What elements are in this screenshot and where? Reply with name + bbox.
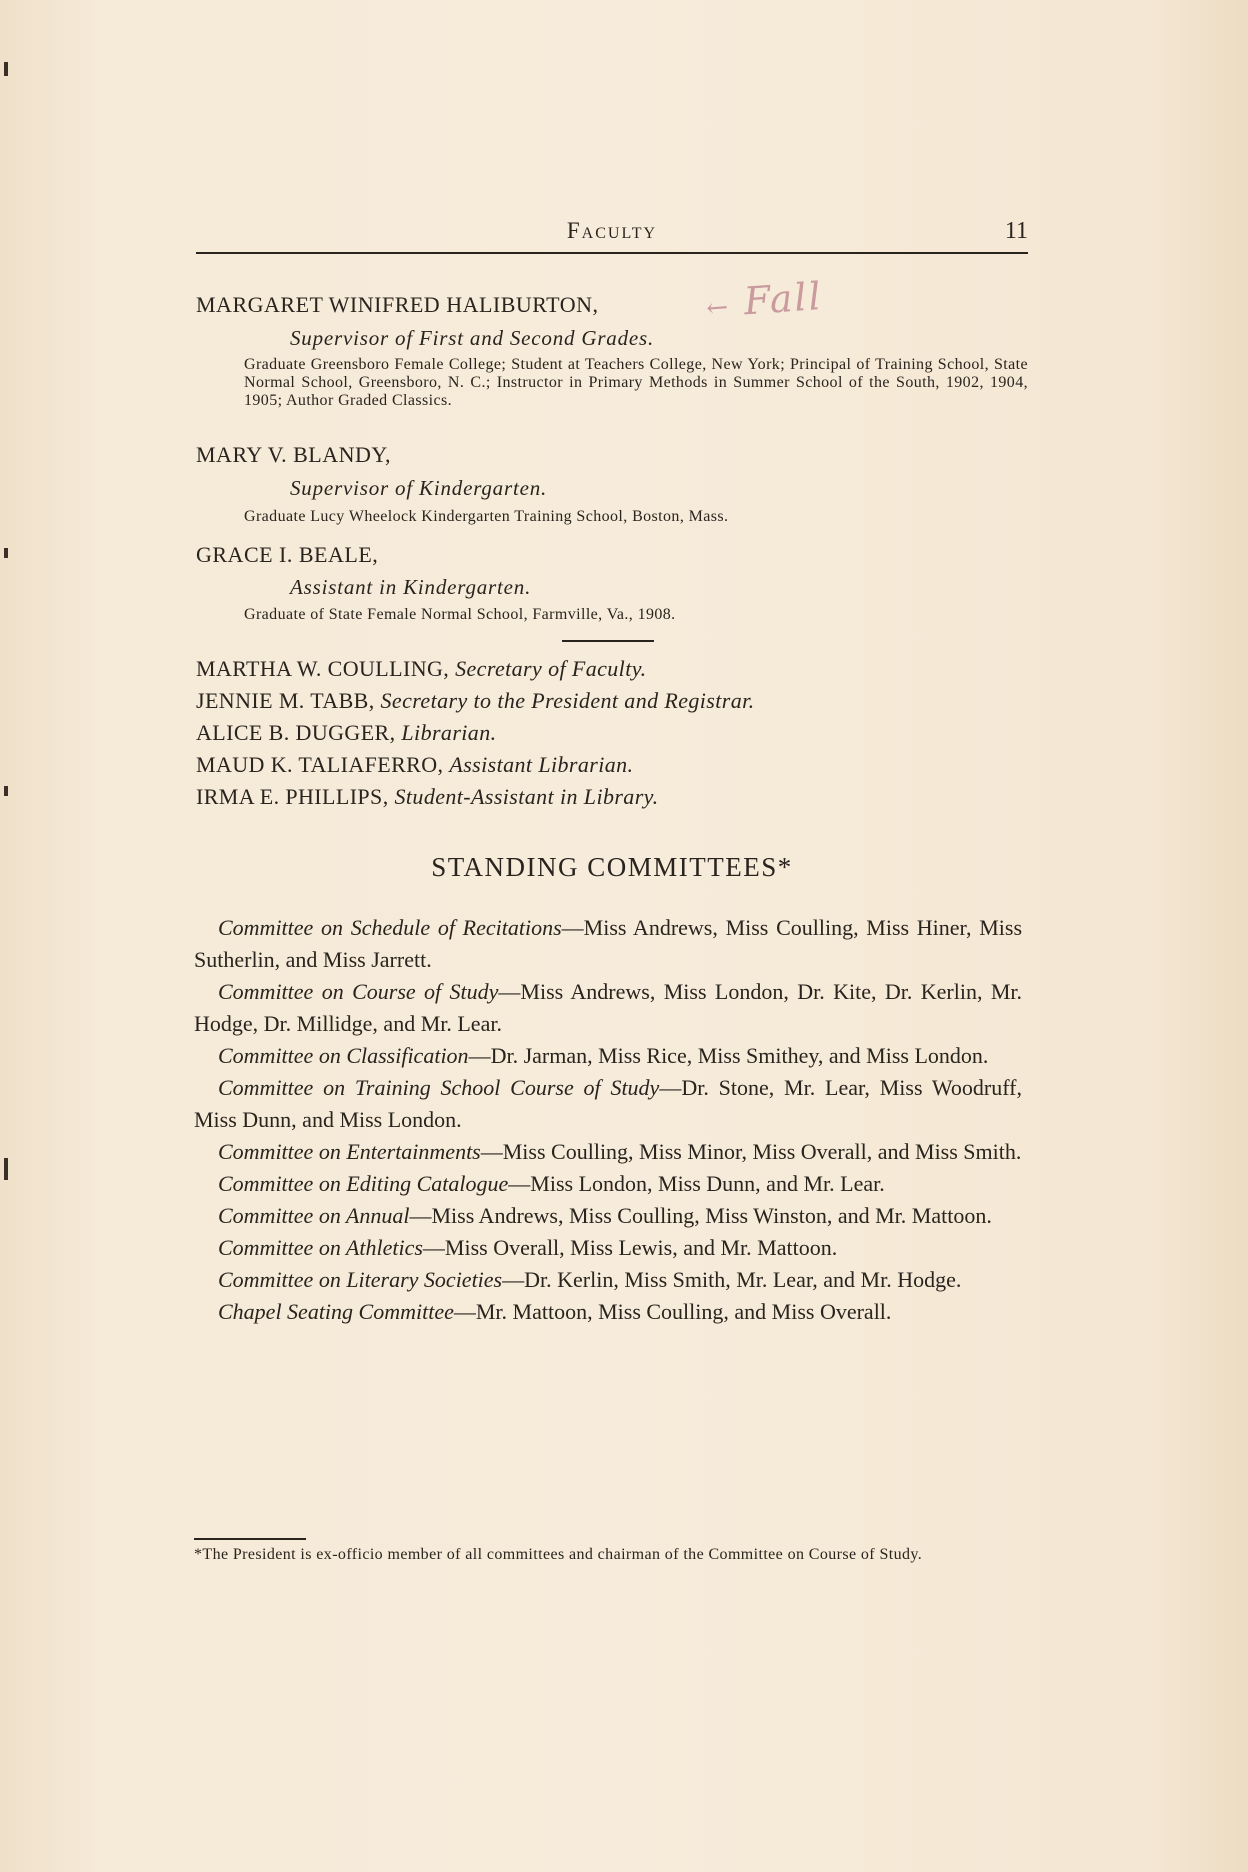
- committee-item: [194, 1168, 1022, 1200]
- committee-members: —Miss London, Miss Dunn, and Mr. Lear.: [508, 1171, 885, 1196]
- faculty-title: Supervisor of Kindergarten.: [290, 476, 548, 500]
- faculty-title: Assistant in Kindergarten.: [290, 575, 532, 599]
- page-edge-mark: [4, 548, 8, 558]
- committee-members: —Miss Andrews, Miss Coulling, Miss Winston, and Mr. Mattoon.: [409, 1203, 992, 1228]
- committee-name: Committee on Athletics: [218, 1235, 423, 1260]
- page-header: [196, 218, 1028, 252]
- faculty-name: MARY V. BLANDY,: [196, 442, 391, 467]
- staff-entry: [196, 720, 497, 746]
- running-head: Faculty: [566, 218, 658, 243]
- committee-name: Committee on Editing Catalogue: [218, 1171, 509, 1196]
- staff-entry: [196, 752, 633, 778]
- committee-name: Committee on Literary Societies: [218, 1267, 503, 1292]
- faculty-credentials: Graduate of State Female Normal School, Farmville, Va., 1908.: [244, 606, 676, 623]
- staff-name: MAUD K. TALIAFERRO,: [196, 752, 444, 777]
- header-rule: [196, 252, 1028, 254]
- committee-members: —Dr. Stone, Mr. Lear, Miss Woodruff, Miss Dunn, and Miss London.: [194, 1075, 1022, 1132]
- page-edge-mark: [4, 62, 8, 76]
- staff-name: JENNIE M. TABB,: [196, 688, 375, 713]
- committee-list: [194, 912, 1022, 1328]
- committee-name: Committee on Course of Study: [218, 979, 499, 1004]
- footnote-rule: [194, 1538, 306, 1540]
- faculty-title: Supervisor of First and Second Grades.: [290, 326, 655, 350]
- page-edge-mark: [4, 786, 8, 796]
- section-divider: [562, 640, 654, 642]
- committee-members: —Dr. Kerlin, Miss Smith, Mr. Lear, and Mr. Hodge.: [502, 1267, 962, 1292]
- staff-role: Student-Assistant in Library.: [394, 784, 659, 809]
- faculty-name: GRACE I. BEALE,: [196, 542, 379, 567]
- committee-members: —Dr. Jarman, Miss Rice, Miss Smithey, and Miss London.: [468, 1043, 989, 1068]
- committee-item: [194, 1200, 1022, 1232]
- committee-members: —Miss Andrews, Miss London, Dr. Kite, Dr. Kerlin, Mr. Hodge, Dr. Millidge, and Mr. Lear.: [194, 979, 1023, 1036]
- committee-name: Committee on Entertainments: [218, 1139, 481, 1164]
- committee-item: [194, 1264, 1022, 1296]
- faculty-credentials: Graduate Lucy Wheelock Kindergarten Training School, Boston, Mass.: [244, 508, 729, 525]
- committee-members: —Mr. Mattoon, Miss Coulling, and Miss Overall.: [453, 1299, 892, 1324]
- committee-item: [194, 1072, 1022, 1136]
- committee-item: [194, 912, 1022, 976]
- footnote: *The President is ex-officio member of all committees and chairman of the Committee on Course of Study.: [194, 1546, 923, 1563]
- section-heading: STANDING COMMITTEES*: [431, 852, 793, 882]
- committee-item: [194, 1040, 1022, 1072]
- page-number: 11: [1004, 218, 1028, 244]
- committee-item: [194, 1296, 1022, 1328]
- committee-name: Committee on Schedule of Recitations: [218, 915, 562, 940]
- staff-role: Librarian.: [401, 720, 497, 745]
- staff-entry: [196, 688, 755, 714]
- faculty-name: MARGARET WINIFRED HALIBURTON,: [196, 292, 599, 317]
- page-edge-mark: [4, 1158, 8, 1180]
- committee-name: Committee on Annual: [218, 1203, 410, 1228]
- committee-item: [194, 1136, 1022, 1168]
- committee-name: Chapel Seating Committee: [218, 1299, 454, 1324]
- handwritten-annotation: ← Fall: [705, 273, 825, 325]
- committee-item: [194, 976, 1022, 1040]
- staff-entry: [196, 656, 647, 682]
- committee-members: —Miss Andrews, Miss Coulling, Miss Hiner, Miss Sutherlin, and Miss Jarrett.: [194, 915, 1023, 972]
- staff-name: MARTHA W. COULLING,: [196, 656, 450, 681]
- staff-role: Secretary of Faculty.: [455, 656, 647, 681]
- staff-name: ALICE B. DUGGER,: [196, 720, 396, 745]
- committee-item: [194, 1232, 1022, 1264]
- committee-name: Committee on Training School Course of Study: [218, 1075, 660, 1100]
- committee-members: —Miss Overall, Miss Lewis, and Mr. Mattoon.: [422, 1235, 838, 1260]
- faculty-credentials: Graduate Greensboro Female College; Student at Teachers College, New York; Principal of Training School, State Normal School, Greensboro, N. C.; Instructor in Primary Methods in Summer School of the South, 1902, 1904, 1905; Author Graded Classics.: [244, 356, 1028, 409]
- staff-name: IRMA E. PHILLIPS,: [196, 784, 389, 809]
- committee-name: Committee on Classification: [218, 1043, 469, 1068]
- staff-entry: [196, 784, 659, 810]
- committee-members: —Miss Coulling, Miss Minor, Miss Overall, and Miss Smith.: [480, 1139, 1022, 1164]
- staff-role: Secretary to the President and Registrar.: [380, 688, 755, 713]
- staff-role: Assistant Librarian.: [449, 752, 634, 777]
